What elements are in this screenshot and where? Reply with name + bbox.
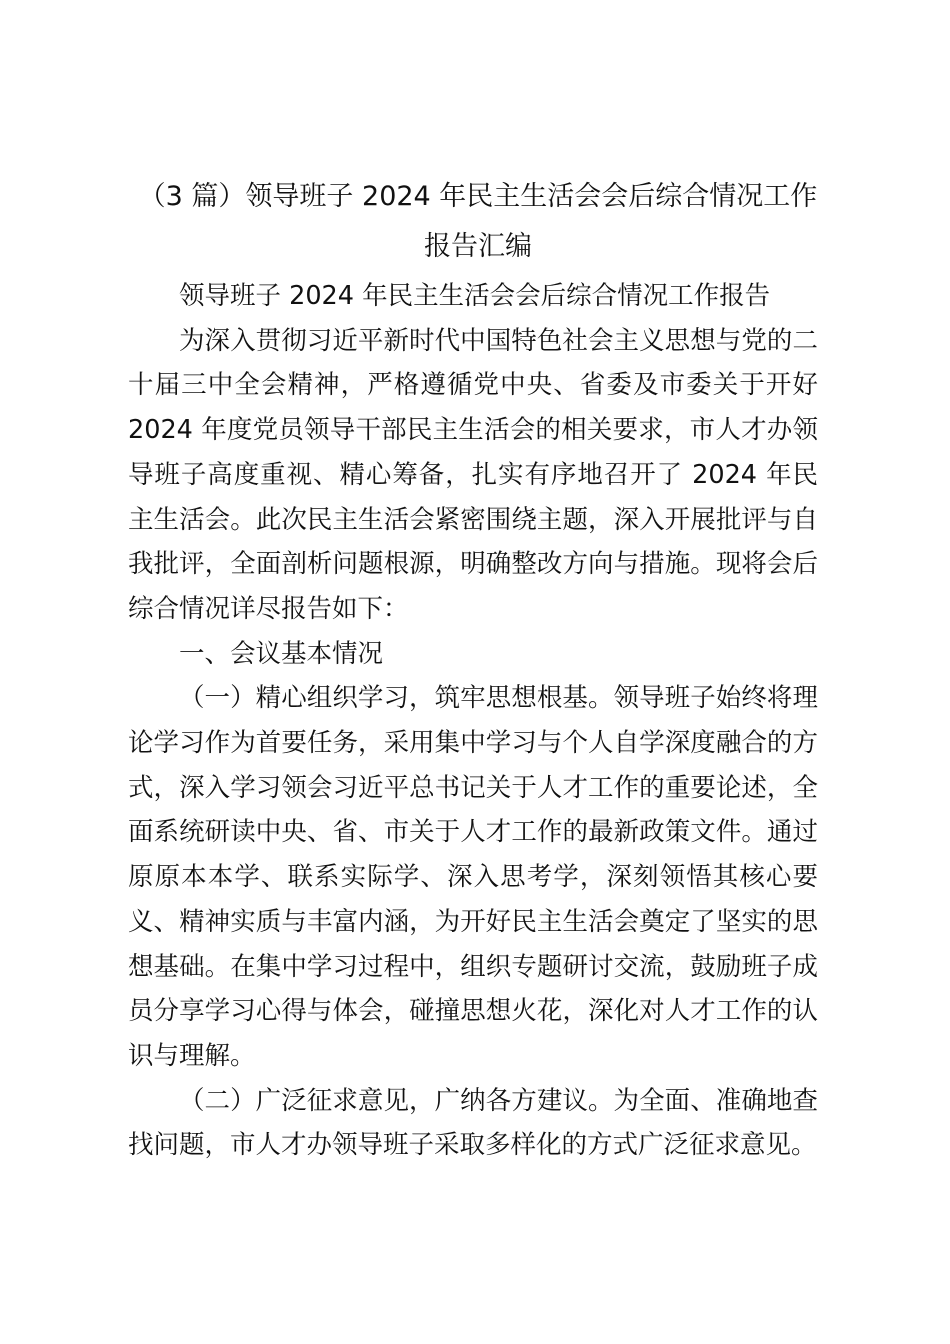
report-subtitle: 领导班子 2024 年民主生活会会后综合情况工作报告 [179, 281, 771, 311]
document-title: （3 篇）领导班子 2024 年民主生活会会后综合情况工作报告汇编 [138, 181, 818, 262]
body-paragraph: （一）精心组织学习，筑牢思想根基。领导班子始终将理论学习作为首要任务，采用集中学习与个人自学深度融合的方式，深入学习领会习近平总书记关于人才工作的重要论述，全面系统研读中央、省、市关于人才工作的最新政策文件。通过原原本本学、联系实际学、深入思考学，深刻领悟其核心要义、精神实质与丰富内涵，为开好民主生活会奠定了坚实的思想基础。在集中学习过程中，组织专题研讨交流，鼓励班子成员分享学习心得与体会，碰撞思想火花，深化对人才工作的认识与理解。 [128, 683, 818, 1071]
body-paragraph: （二）广泛征求意见，广纳各方建议。为全面、准确地查找问题，市人才办领导班子采取多样化的方式广泛征求意见。 [128, 1085, 818, 1161]
document-body [128, 274, 818, 1168]
section-heading: 一、会议基本情况 [179, 638, 384, 669]
intro-paragraph: 为深入贯彻习近平新时代中国特色社会主义思想与党的二十届三中全会精神，严格遵循党中央、省委及市委关于开好 2024 年度党员领导干部民主生活会的相关要求，市人才办领导班子高度重视、精心筹备，扎实有序地召开了 2024 年民主生活会。此次民主生活会紧密围绕主题，深入开展批评与自我批评，全面剖析问题根源，明确整改方向与措施。现将会后综合情况详尽报告如下： [128, 325, 818, 624]
